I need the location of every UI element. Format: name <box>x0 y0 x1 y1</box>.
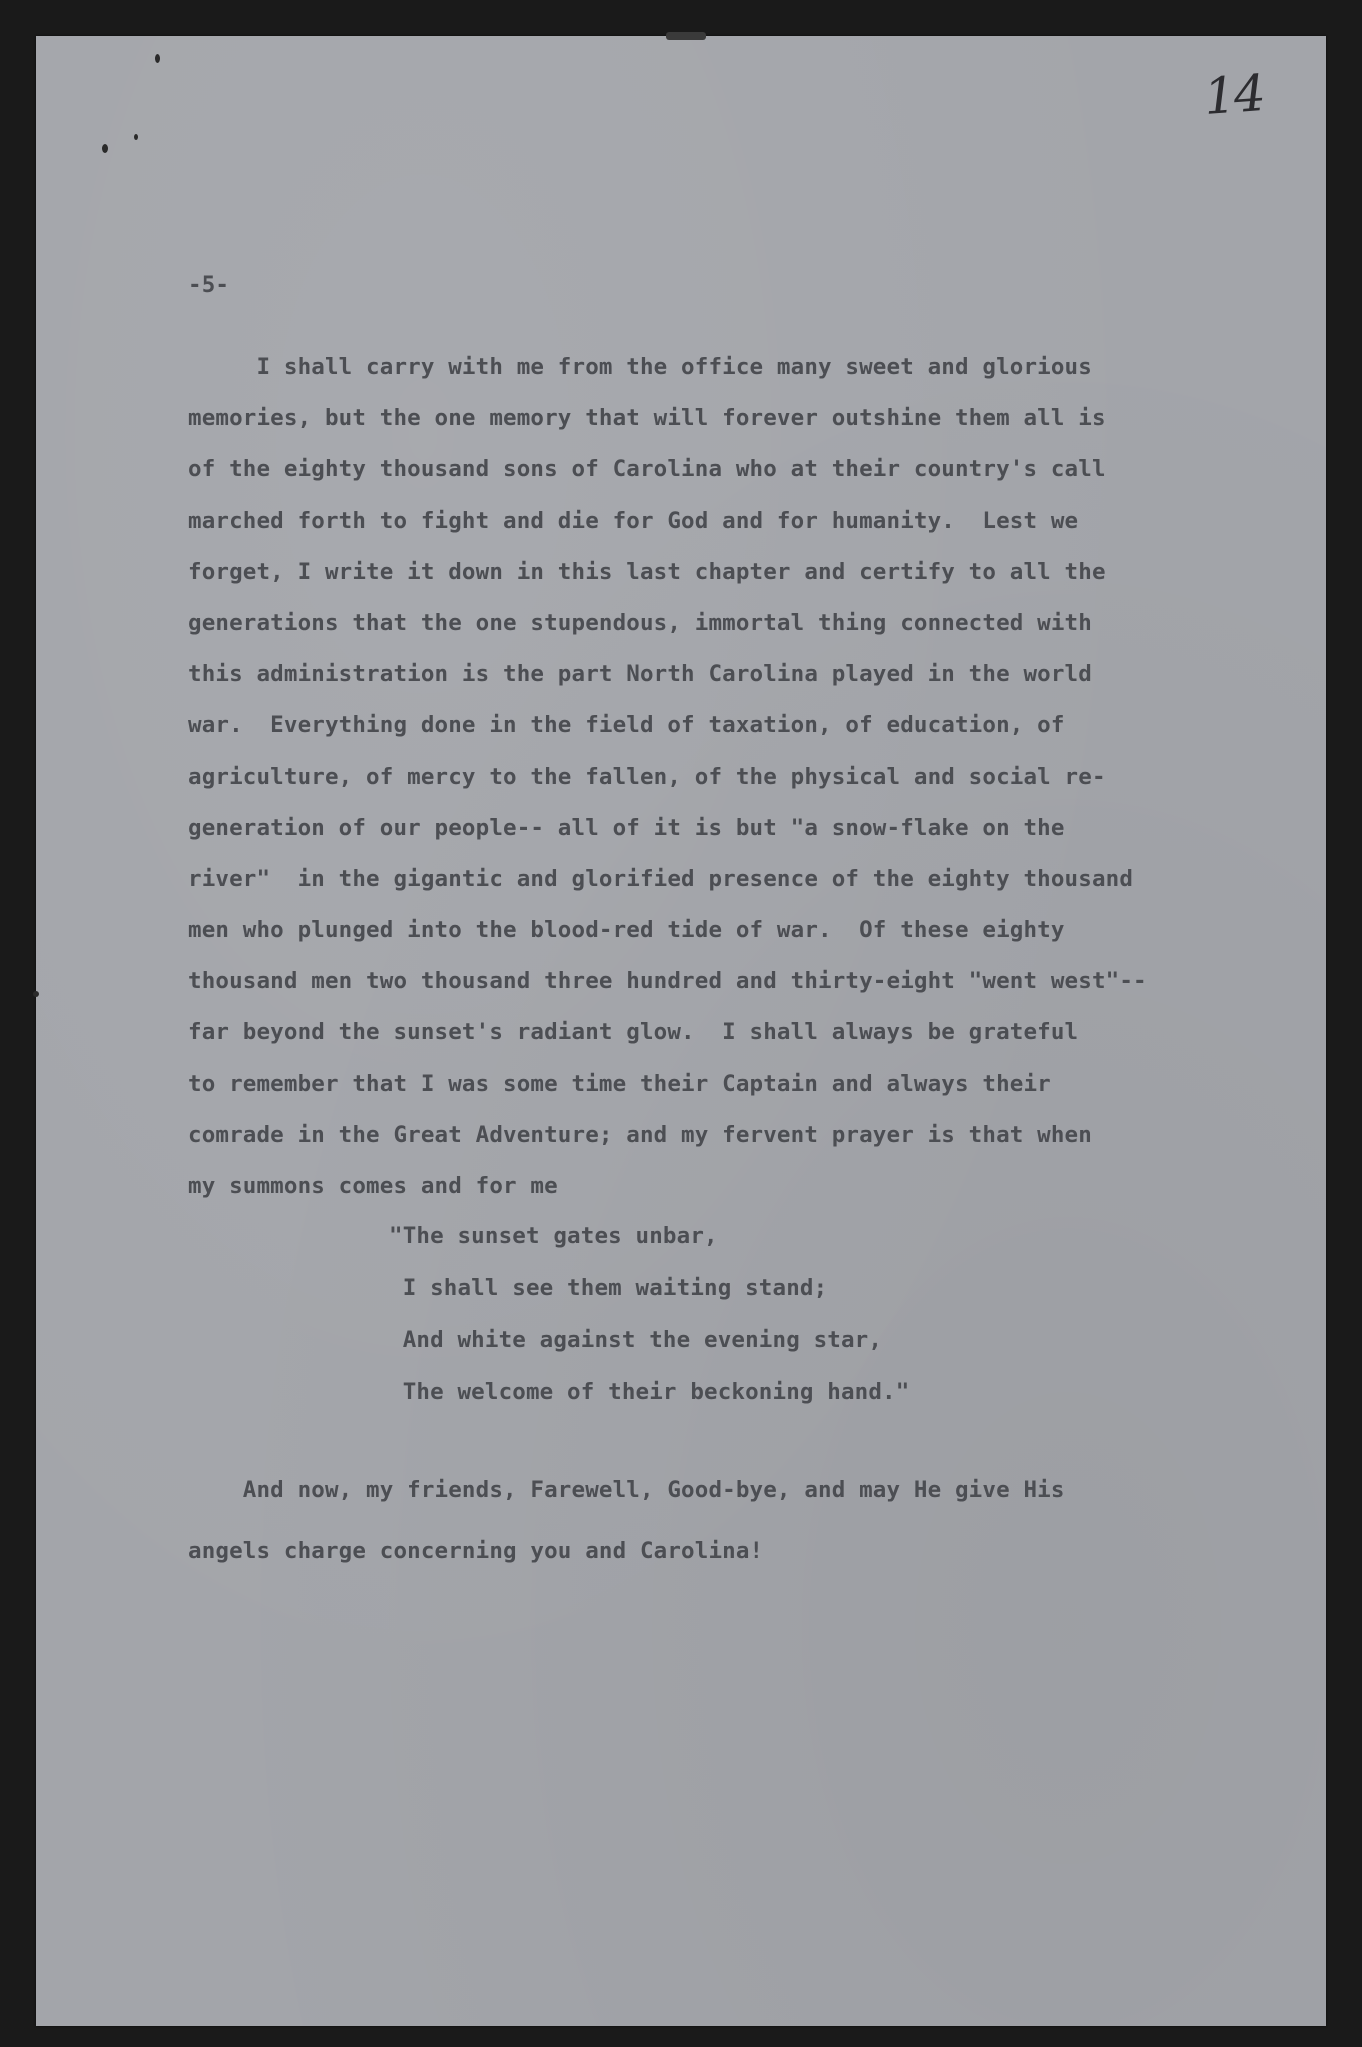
folio-number: 14 <box>1202 63 1266 127</box>
text-line: agriculture, of mercy to the fallen, of the physical and social re- <box>188 763 1106 790</box>
poem-quote <box>389 1210 909 1418</box>
text-line: And now, my friends, Farewell, Good-bye, and may He give His <box>188 1477 1065 1503</box>
document-page <box>36 36 1326 2026</box>
text-line: I shall carry with me from the office many sweet and glorious <box>188 354 1092 380</box>
text-line: angels charge concerning you and Carolina! <box>188 1538 764 1564</box>
text-line: men who plunged into the blood-red tide of war. Of these eighty <box>188 917 1065 944</box>
closing-paragraph <box>188 1460 1065 1582</box>
page-number: -5- <box>188 272 230 298</box>
text-line: generation of our people-- all of it is but "a snow-flake on the <box>188 814 1065 841</box>
ink-speck <box>155 54 160 63</box>
ink-speck <box>134 134 138 140</box>
text-line: marched forth to fight and die for God and for humanity. Lest we <box>188 507 1079 534</box>
text-line: generations that the one stupendous, immortal thing connected with <box>188 609 1092 636</box>
poem-line: The welcome of their beckoning hand." <box>389 1379 910 1405</box>
text-line: to remember that I was some time their Captain and always their <box>188 1070 1051 1097</box>
text-line: forget, I write it down in this last chapter and certify to all the <box>188 558 1106 585</box>
ink-speck <box>33 991 39 997</box>
text-line: this administration is the part North Carolina played in the world <box>188 661 1092 688</box>
text-line: my summons comes and for me <box>188 1173 558 1199</box>
poem-line: "The sunset gates unbar, <box>389 1223 718 1249</box>
body-paragraph <box>188 342 1147 1212</box>
text-line: memories, but the one memory that will forever outshine them all is <box>188 405 1106 432</box>
text-line: river" in the gigantic and glorified presence of the eighty thousand <box>188 865 1134 892</box>
poem-line: And white against the evening star, <box>389 1327 883 1353</box>
text-line: thousand men two thousand three hundred and thirty-eight "went west"-- <box>188 968 1147 995</box>
text-line: far beyond the sunset's radiant glow. I shall always be grateful <box>188 1019 1079 1046</box>
poem-line: I shall see them waiting stand; <box>389 1275 828 1301</box>
text-line: of the eighty thousand sons of Carolina who at their country's call <box>188 456 1106 483</box>
ink-speck <box>666 32 706 40</box>
ink-speck <box>102 144 108 153</box>
text-line: war. Everything done in the field of taxation, of education, of <box>188 712 1065 739</box>
text-line: comrade in the Great Adventure; and my fervent prayer is that when <box>188 1121 1092 1148</box>
